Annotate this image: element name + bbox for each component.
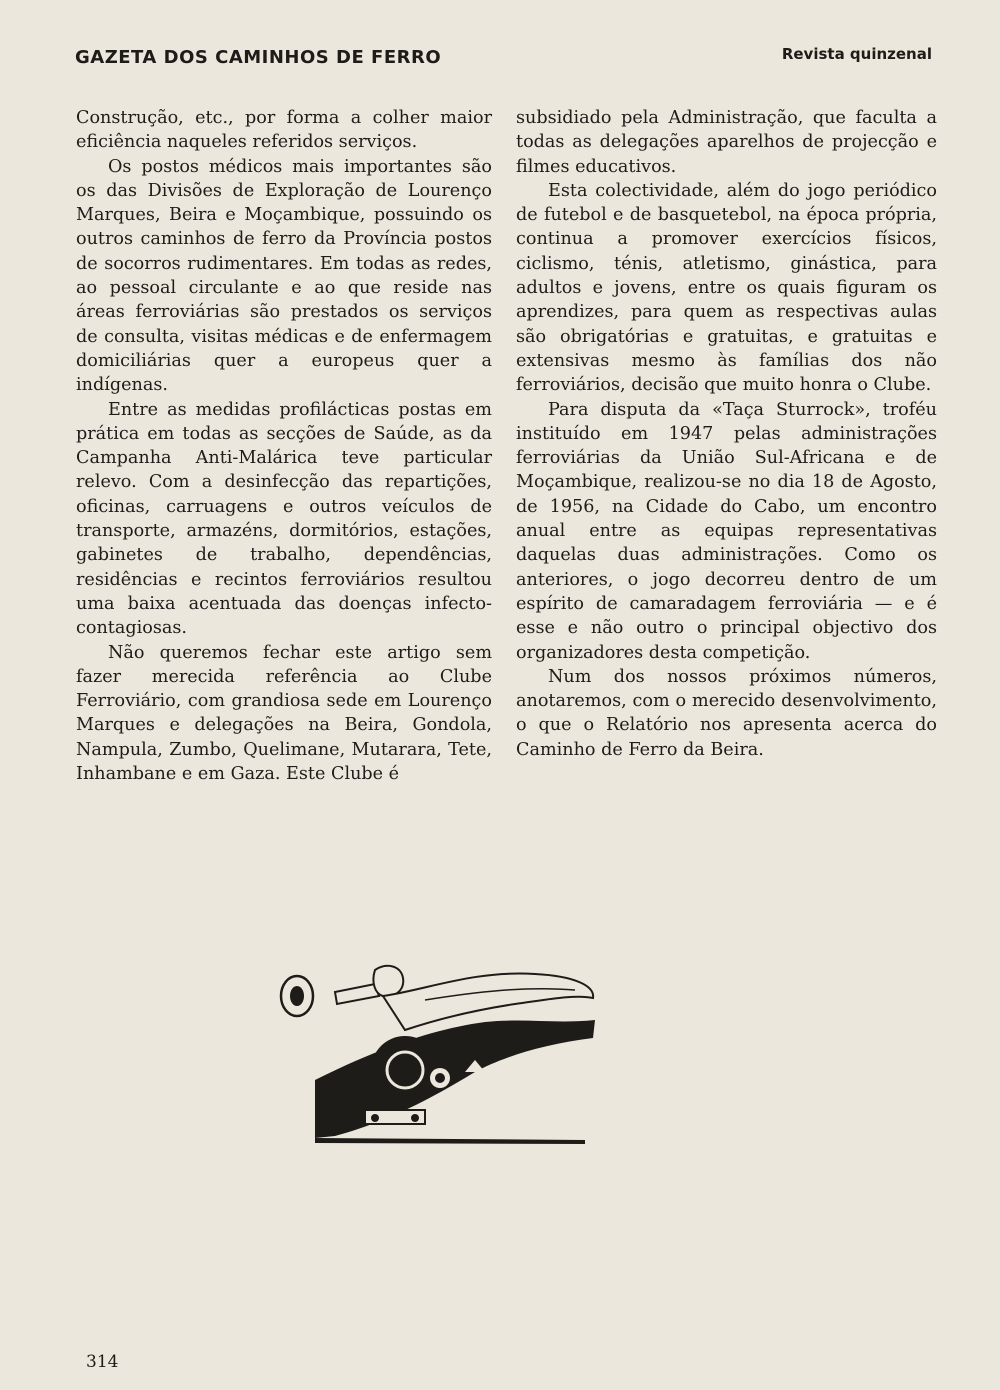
left-column [76, 106, 492, 786]
paragraph: Entre as medidas profilácticas postas em prática em todas as secções de Saúde, as da Campanha Anti-Malárica teve particular relevo. Com a desinfecção das repartições, oficinas, carruagens e outros veículos de transporte, armazéns, dormitórios, estações, gabinetes de trabalho, dependências, residências e recintos ferroviários resultou uma baixa acentuada das doenças infecto-contagiosas. [76, 399, 492, 639]
magazine-subtitle: Revista quinzenal [781, 45, 932, 63]
paragraph: Os postos médicos mais importantes são os das Divisões de Exploração de Lourenço Marques, Beira e Moçambique, possuindo os outros caminhos de ferro da Província postos de socorros rudimentares. Em todas as redes, ao pessoal circulante e ao que reside nas áreas ferroviárias são prestados os serviços de consulta, visitas médicas e de enfermagem domiciliárias quer a europeus quer a indígenas. [76, 156, 492, 396]
page-number: 314 [86, 1352, 119, 1372]
train-herald-illustration [275, 960, 605, 1150]
paragraph: Para disputa da «Taça Sturrock», troféu instituído em 1947 pelas administrações ferroviárias da União Sul-Africana e de Moçambique, realizou-se no dia 18 de Agosto, de 1956, na Cidade do Cabo, um encontro anual entre as equipas representativas daquelas duas administrações. Como os anteriores, o jogo decorreu dentro de um espírito de camaradagem ferroviária — e é esse e não outro o principal objectivo dos organizadores desta competição. [516, 399, 937, 663]
magazine-title: GAZETA DOS CAMINHOS DE FERRO [75, 47, 442, 68]
paragraph: Construção, etc., por forma a colher maior eficiência naqueles referidos serviços. [76, 108, 492, 153]
paragraph: Num dos nossos próximos números, anotaremos, com o merecido desenvolvimento, o que o Relatório nos apresenta acerca do Caminho de Ferro da Beira. [516, 666, 937, 760]
paragraph: subsidiado pela Administração, que faculta a todas as delegações aparelhos de projecção e filmes educativos. [516, 108, 937, 177]
paragraph: Esta colectividade, além do jogo periódico de futebol e de basquetebol, na época própria, continua a promover exercícios físicos, ciclismo, ténis, atletismo, ginástica, para adultos e jovens, entre os quais figuram os aprendizes, para quem as respectivas aulas são obrigatórias e gratuitas, e gratuitas e extensivas mesmo às famílias dos não ferroviários, decisão que muito honra o Clube. [516, 180, 937, 396]
paragraph: Não queremos fechar este artigo sem fazer merecida referência ao Clube Ferroviário, com grandiosa sede em Lourenço Marques e delegações na Beira, Gondola, Nampula, Zumbo, Quelimane, Mutarara, Tete, Inhambane e em Gaza. Este Clube é [76, 642, 492, 785]
right-column [516, 106, 937, 762]
